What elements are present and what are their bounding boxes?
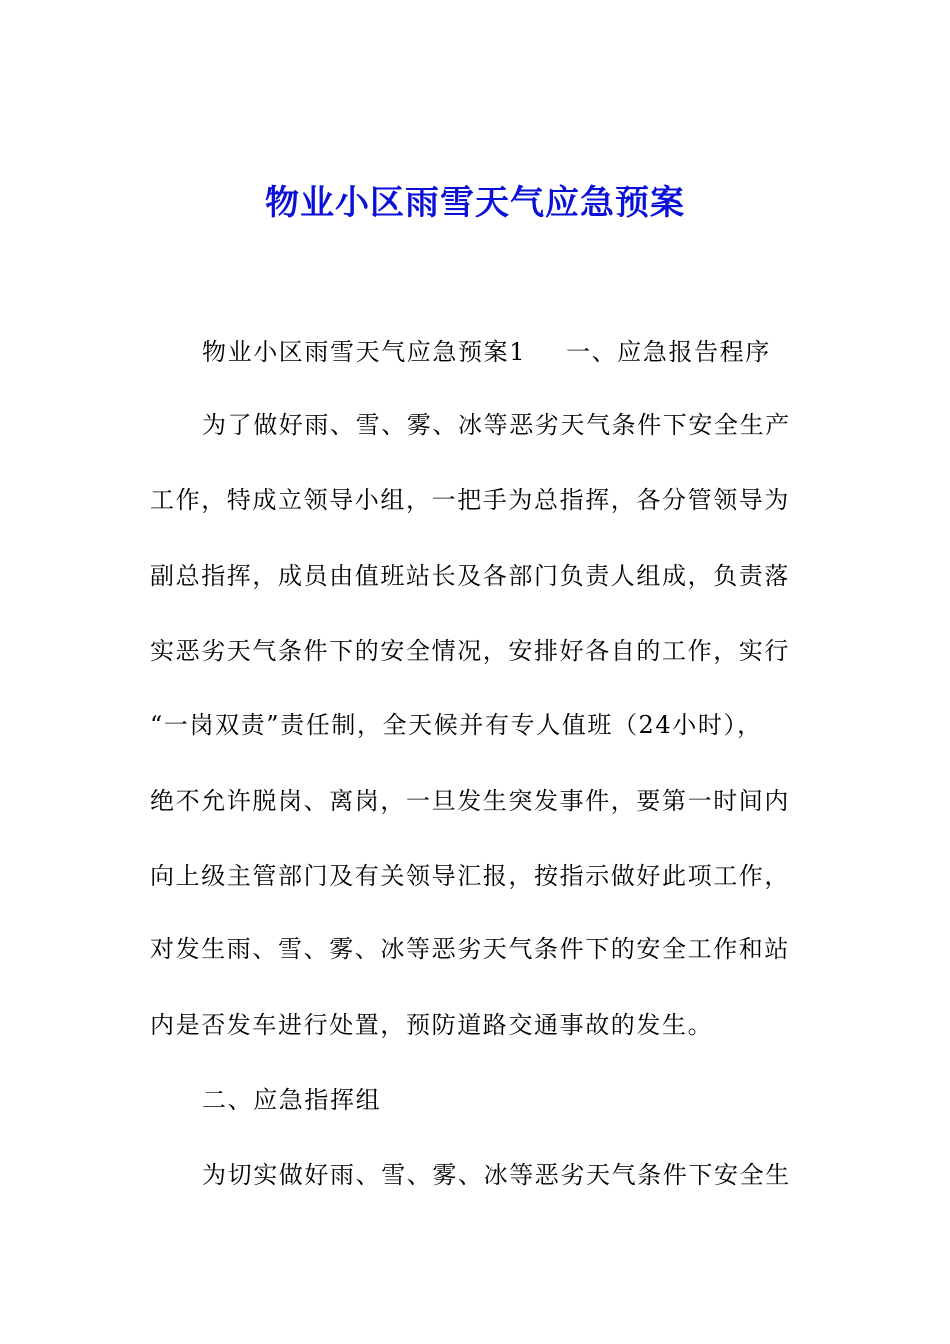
paragraph-line: 对发生雨、雪、雾、冰等恶劣天气条件下的安全工作和站 <box>150 935 790 963</box>
paragraph-line: 副总指挥，成员由值班站长及各部门负责人组成，负责落 <box>150 562 790 590</box>
plan-label: 物业小区雨雪天气应急预案1 <box>202 338 527 366</box>
section-heading-line <box>202 332 852 372</box>
paragraph-line: 为了做好雨、雪、雾、冰等恶劣天气条件下安全生产 <box>202 411 791 439</box>
paragraph-line: 向上级主管部门及有关领导汇报，按指示做好此项工作， <box>150 862 790 890</box>
paragraph-line: “一岗双责”责任制，全天候并有专人值班（24小时）， <box>150 711 763 739</box>
paragraph-line: 工作，特成立领导小组，一把手为总指挥，各分管领导为 <box>150 486 790 514</box>
section-heading-2: 二、应急指挥组 <box>202 1086 382 1114</box>
document-title: 物业小区雨雪天气应急预案 <box>265 183 685 223</box>
paragraph-line: 为切实做好雨、雪、雾、冰等恶劣天气条件下安全生 <box>202 1161 791 1189</box>
paragraph-line: 实恶劣天气条件下的安全情况，安排好各自的工作，实行 <box>150 637 790 665</box>
paragraph-line: 内是否发车进行处置，预防道路交通事故的发生。 <box>150 1011 714 1039</box>
section-heading-1: 一、应急报告程序 <box>566 338 771 366</box>
paragraph-line: 绝不允许脱岗、离岗，一旦发生突发事件，要第一时间内 <box>150 787 790 815</box>
